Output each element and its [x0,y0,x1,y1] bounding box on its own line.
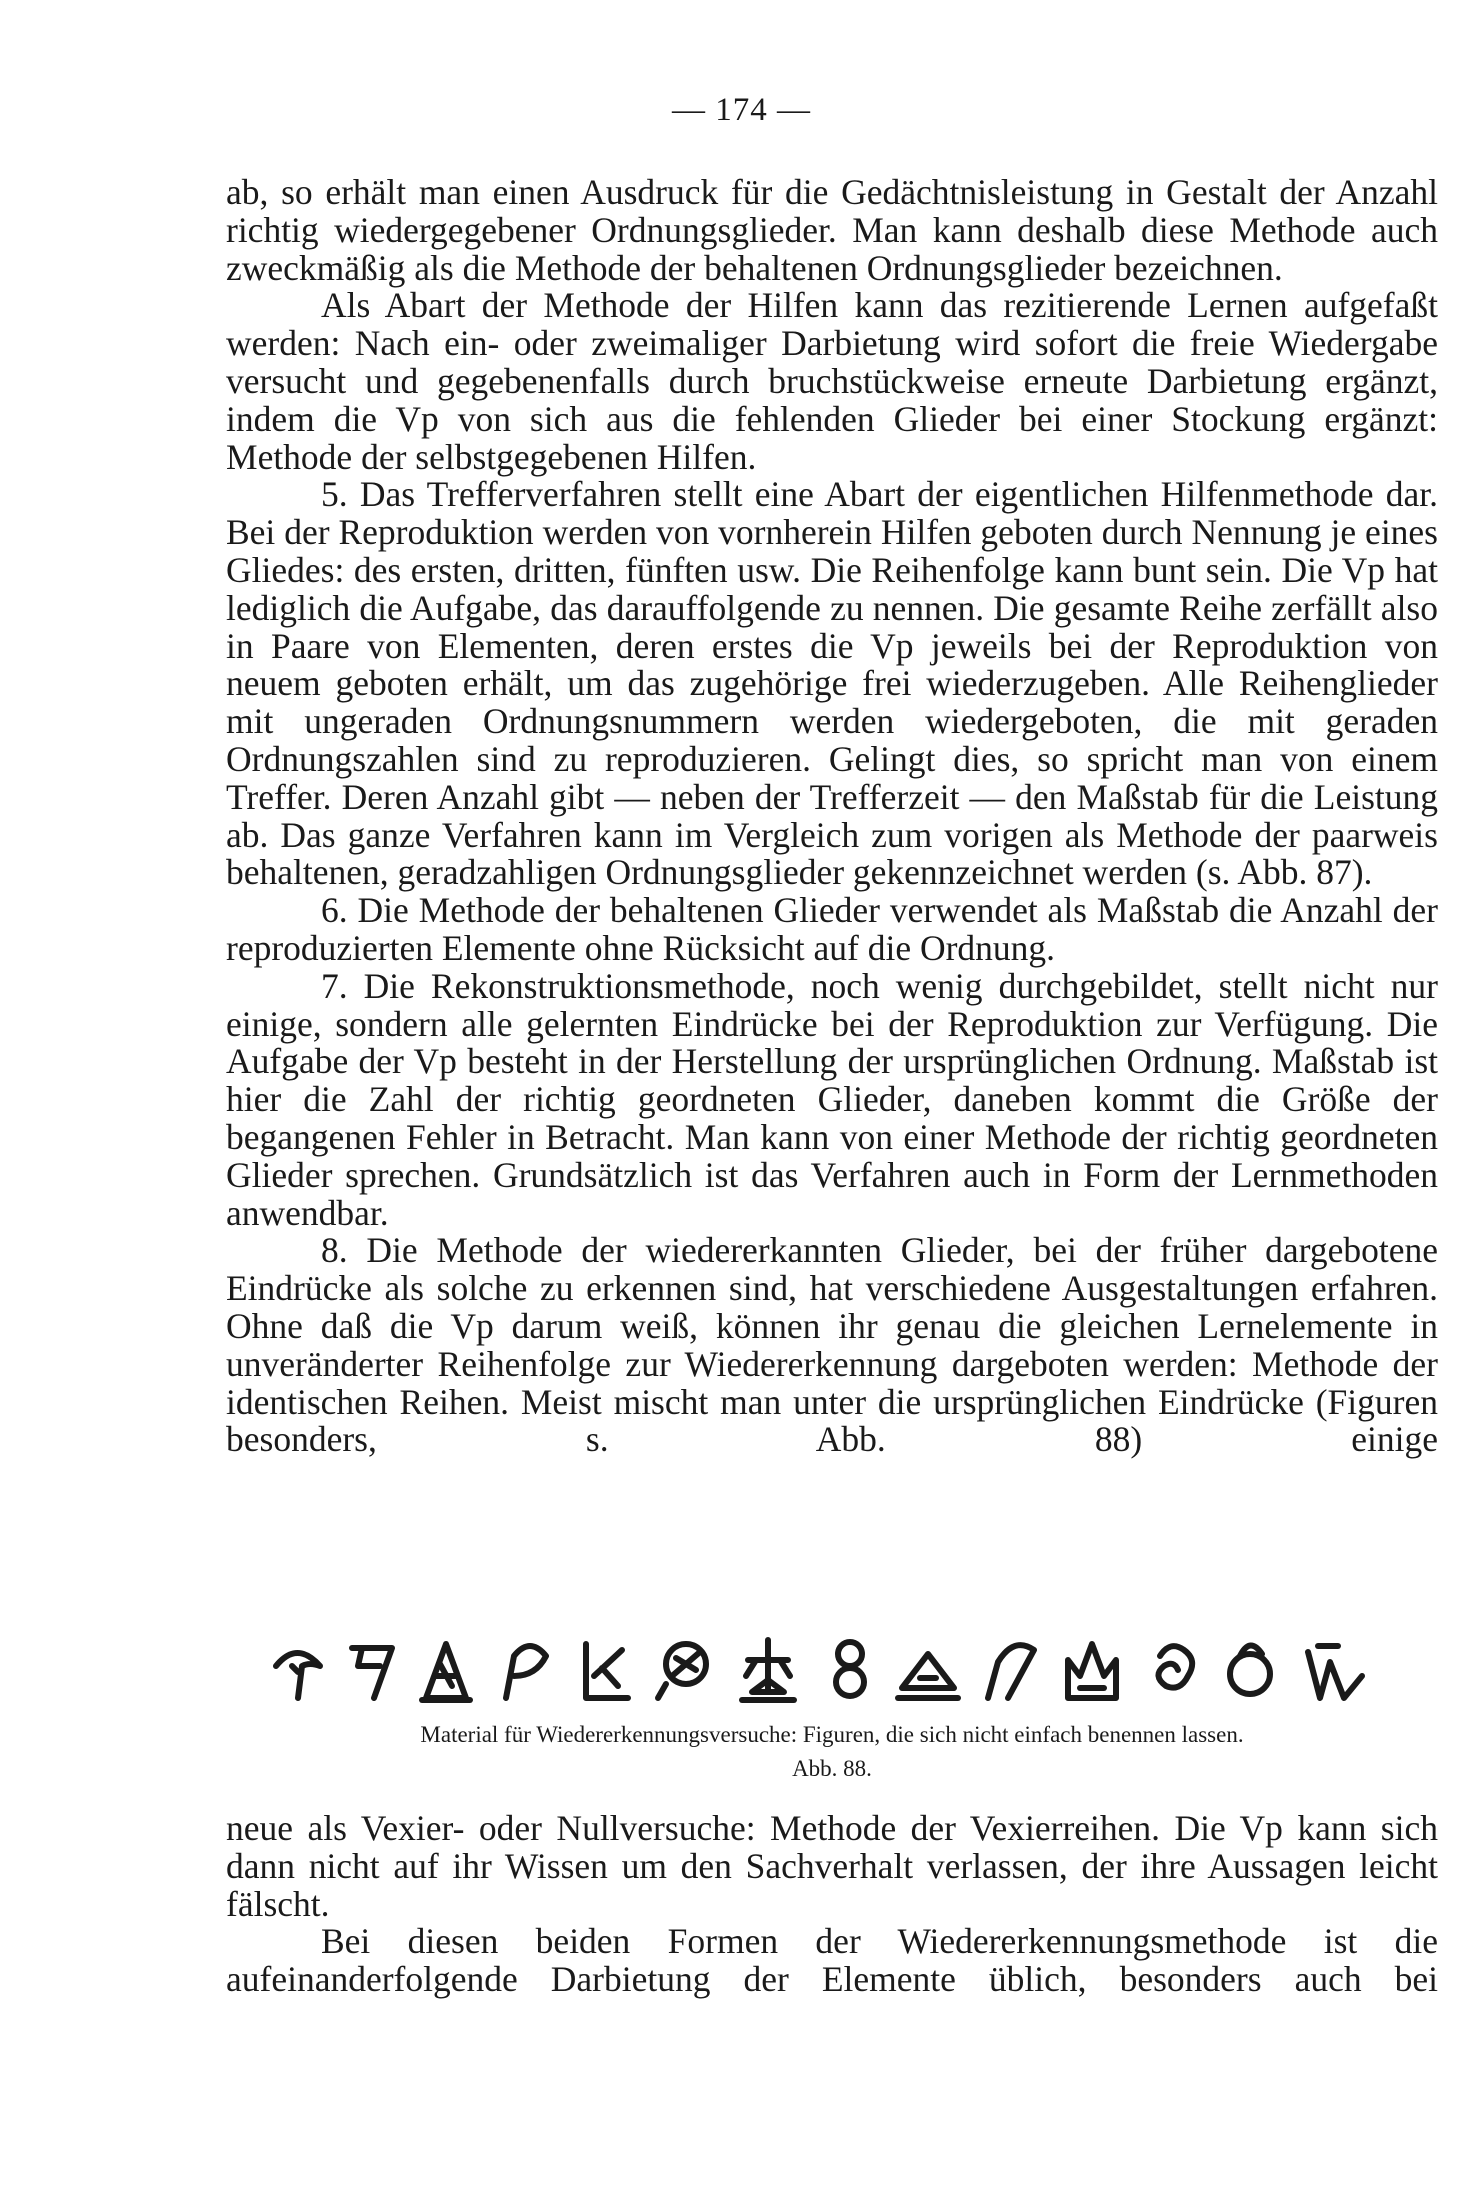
paragraph: Als Abart der Methode der Hilfen kann das rezitierende Lernen aufgefaßt werden: Nach ein- oder zweimaliger Darbietung wird sofort die freie Wiedergabe versucht und gegebenenfalls durch bruchstückweise erneute Darbietung ergänzt, indem die Vp von sich aus die fehlenden Glieder bei einer Stockung ergänzt: Methode der selbstgegebenen Hilfen. [226,285,1438,477]
paragraph: 6. Die Methode der behaltenen Glieder verwendet als Maßstab die Anzahl der reproduzierten Elemente ohne Rücksicht auf die Ordnung. [226,890,1438,968]
figure-caption: Material für Wiedererkennungsversuche: Figuren, die sich nicht einfach benennen lassen. [420,1722,1244,1747]
figure-glyph-2 [352,1648,392,1698]
figure-abb-88 [272,1636,1402,1706]
figure-glyph-13 [1230,1645,1270,1694]
paragraph: ab, so erhält man einen Ausdruck für die Gedächtnisleistung in Gestalt der Anzahl richtig wiedergegebener Ordnungsglieder. Man kann deshalb diese Methode auch zweckmäßig als die Methode der behaltenen Ordnungsglieder bezeichnen. [226,172,1438,288]
figure-glyph-4 [506,1646,546,1698]
figure-glyph-7 [742,1640,794,1700]
text-block-bottom [226,1810,1438,1999]
text-block-top [226,174,1438,1459]
paragraph: 7. Die Rekonstruktionsmethode, noch wenig durchgebildet, stellt nicht nur einige, sondern alle gelernten Eindrücke bei der Reproduktion zur Verfügung. Die Aufgabe der Vp besteht in der Herstellung der ursprünglichen Ordnung. Maßstab ist hier die Zahl der richtig geordneten Glieder, daneben kommt die Größe der begangenen Fehler in Betracht. Man kann von einer Methode der richtig geordneten Glieder sprechen. Grundsätzlich ist das Verfahren auch in Form der Lernmethoden anwendbar. [226,965,1438,1233]
figure-glyph-9 [898,1654,958,1698]
paragraph: Bei diesen beiden Formen der Wiedererkennungsmethode ist die aufeinanderfolgende Darbietung der Elemente üblich, besonders auch bei [226,1921,1438,2000]
figure-glyph-6 [658,1644,706,1698]
figure-glyph-1 [276,1653,320,1698]
figure-glyph-3 [422,1644,470,1700]
figure-glyph-14 [1308,1646,1362,1698]
figure-glyph-12 [1158,1646,1192,1687]
figure-glyph-5 [586,1644,628,1698]
figure-glyph-8 [836,1642,864,1696]
paragraph: neue als Vexier- oder Nullversuche: Methode der Vexierreihen. Die Vp kann sich dann nicht auf ihr Wissen um den Sachverhalt verlassen, der ihre Aussagen leicht fälscht. [226,1808,1438,1924]
paragraph: 8. Die Methode der wiedererkannten Glieder, bei der früher dargebotene Eindrücke als solche zu erkennen sind, hat verschiedene Ausgestaltungen erfahren. Ohne daß die Vp darum weiß, können ihr genau die gleichen Lernelemente in unveränderter Reihenfolge zur Wiedererkennung dargeboten werden: Methode der identischen Reihen. Meist mischt man unter die ursprünglichen Eindrücke (Figuren besonders, s. Abb. 88) einige [226,1230,1438,1460]
paragraph: 5. Das Trefferverfahren stellt eine Abart der eigentlichen Hilfenmethode dar. Bei der Reproduktion werden von vornherein Hilfen geboten durch Nennung je eines Gliedes: des ersten, dritten, fünften usw. Die Reihenfolge kann bunt sein. Die Vp hat lediglich die Aufgabe, das darauffolgende zu nennen. Die gesamte Reihe zerfällt also in Paare von Elementen, deren erstes die Vp jeweils bei der Reproduktion von neuem geboten erhält, um das zugehörige frei wiederzugeben. Alle Reihenglieder mit ungeraden Ordnungsnummern werden wiedergeboten, die mit geraden Ordnungszahlen sind zu reproduzieren. Gelingt dies, so spricht man von einem Treffer. Deren Anzahl gibt — neben der Trefferzeit — den Maßstab für die Leistung ab. Das ganze Verfahren kann im Vergleich zum vorigen als Methode der paarweis behaltenen, geradzahligen Ordnungsglieder gekennzeichnet werden (s. Abb. 87). [226,474,1438,893]
page-number: — 174 — [672,92,811,128]
figure-glyph-10 [988,1645,1034,1698]
figure-label: Abb. 88. [792,1756,872,1781]
figure-glyph-11 [1068,1644,1116,1698]
